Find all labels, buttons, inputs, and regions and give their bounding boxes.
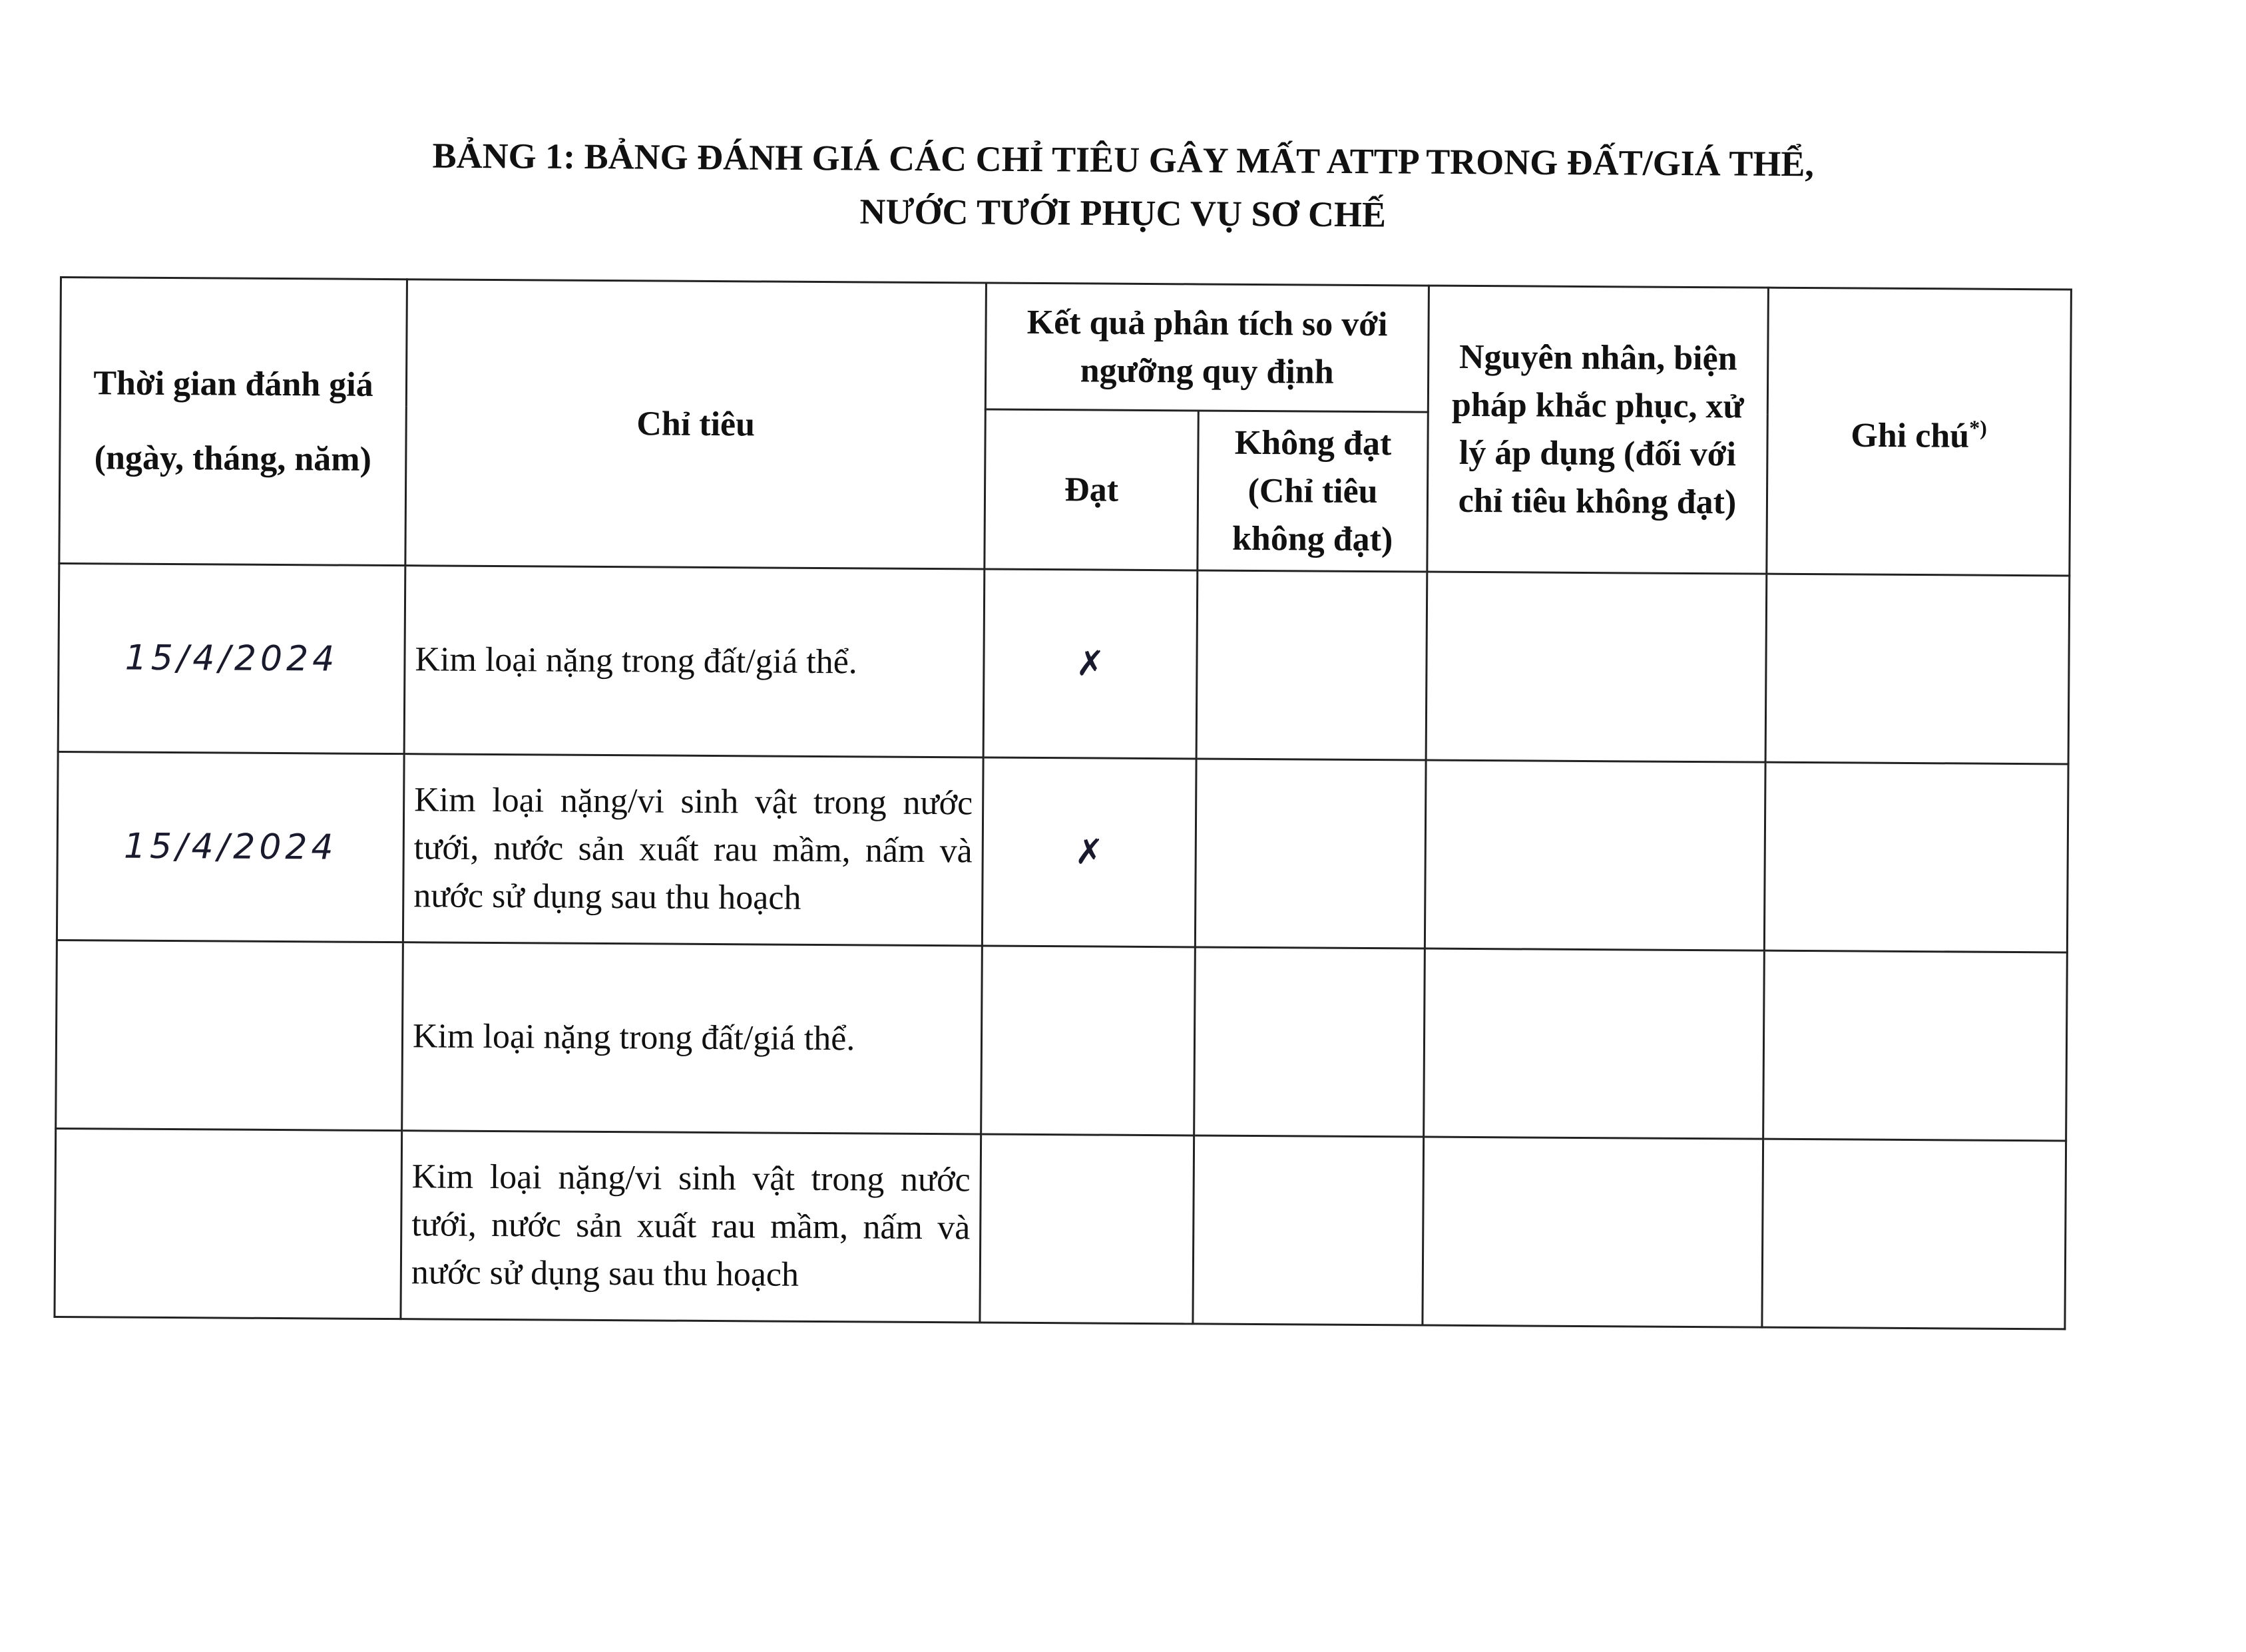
row-pass-mark: ✗ (982, 757, 1196, 947)
row-note (1764, 762, 2068, 952)
row-cause (1426, 572, 1767, 762)
evaluation-table (53, 276, 2072, 1330)
row-criterion: Kim loại nặng trong đất/giá thể. (402, 942, 983, 1134)
row-note (1765, 574, 2070, 764)
row-date (55, 1128, 402, 1319)
header-time-line2: (ngày, tháng, năm) (94, 438, 372, 479)
row-note (1763, 950, 2068, 1141)
header-note-label: Ghi chú (1851, 416, 1970, 455)
row-cause (1425, 760, 1765, 950)
row-criterion: Kim loại nặng/vi sinh vật trong nước tưới, nước sản xuất rau mầm, nấm và nước sử dụng sau thu hoạch (403, 754, 983, 946)
row-fail (1196, 570, 1427, 760)
row-pass-mark (981, 946, 1196, 1136)
row-fail (1195, 759, 1426, 948)
row-pass-mark: ✗ (983, 569, 1198, 759)
header-time (59, 278, 407, 566)
document-title (0, 126, 2246, 247)
row-date (56, 940, 403, 1130)
row-pass-mark (980, 1134, 1194, 1324)
header-cause: Nguyên nhân, biện pháp khắc phục, xử lý áp dụng (đối với chỉ tiêu không đạt) (1427, 286, 1769, 574)
row-date: 15/4/2024 (57, 751, 404, 942)
row-fail (1194, 947, 1425, 1137)
header-note-sup: *) (1969, 415, 1987, 440)
table-row (57, 751, 2068, 952)
table-row (58, 564, 2070, 764)
header-row-1 (60, 278, 2071, 416)
row-fail (1193, 1136, 1424, 1325)
header-note (1767, 288, 2072, 576)
row-note (1762, 1139, 2066, 1329)
header-criterion: Chỉ tiêu (405, 280, 987, 569)
table-row (55, 1128, 2066, 1329)
row-criterion: Kim loại nặng/vi sinh vật trong nước tưới, nước sản xuất rau mầm, nấm và nước sử dụng sau thu hoạch (401, 1131, 981, 1323)
row-criterion: Kim loại nặng trong đất/giá thể. (404, 566, 985, 757)
header-time-line1: Thời gian đánh giá (93, 363, 373, 404)
title-line-1: BẢNG 1: BẢNG ĐÁNH GIÁ CÁC CHỈ TIÊU GÂY MẤT ATTP TRONG ĐẤT/GIÁ THỂ, (432, 135, 1815, 184)
title-line-2: NƯỚC TƯỚI PHỤC VỤ SƠ CHẾ (859, 191, 1387, 235)
header-fail: Không đạt (Chỉ tiêu không đạt) (1198, 411, 1428, 572)
table-row (56, 940, 2068, 1140)
row-date: 15/4/2024 (58, 564, 405, 754)
header-result-group: Kết quả phân tích so với ngưỡng quy định (985, 283, 1429, 412)
row-cause (1424, 948, 1765, 1139)
row-cause (1423, 1137, 1763, 1327)
header-pass: Đạt (985, 409, 1198, 570)
